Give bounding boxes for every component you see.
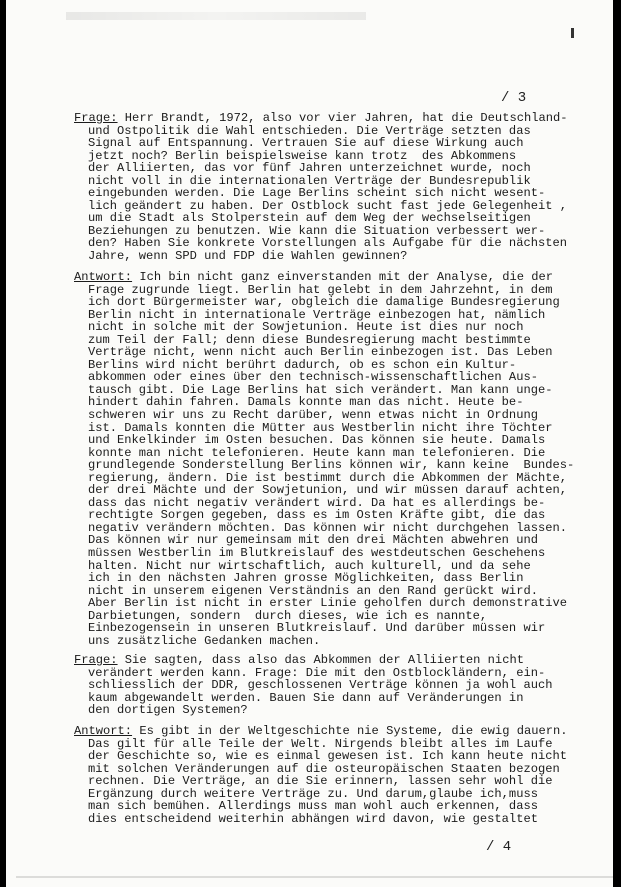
- text-line: dies entscheidend weiterhin abhängen wird davon, wie gestaltet: [88, 811, 538, 826]
- text-line: Ergänzung durch weitere Verträge zu. Und darum,glaube ich,muss: [88, 786, 538, 801]
- text-line: schweren wir uns zu Recht darüber, wenn etwas nicht in Ordnung: [88, 408, 538, 423]
- text-line: Jahre, wenn SPD und FDP die Wahlen gewinnen?: [88, 249, 408, 264]
- text-line: nicht voll in die internationalen Verträge der Bundesrepublik: [88, 173, 531, 188]
- document-page: [6, 0, 613, 887]
- text-line: Einbezogensein in unseren Blutkreislauf. Und darüber müssen wir: [88, 621, 546, 636]
- page-number-bottom: / 4: [486, 839, 512, 855]
- text-line: Das gilt für alle Teile der Welt. Nirgends bleibt alles im Laufe: [88, 736, 553, 751]
- text-line: eingebunden werden. Die Lage Berlins scheint sich nicht wesent-: [88, 186, 546, 201]
- text-line: jetzt noch? Berlin beispielsweise kann trotz des Abkommens: [88, 148, 517, 163]
- text-line: lich geändert zu haben. Der Ostblock sucht fast jede Gelegenheit ,: [88, 198, 567, 213]
- text-line: grundlegende Sonderstellung Berlins können wir, kann keine Bundes-: [88, 458, 575, 473]
- section-first-line: [74, 112, 584, 125]
- text-line: hindert dahin fahren. Damals konnte man das nicht. Heute be-: [88, 395, 524, 410]
- text-line: man sich bemühen. Allerdings muss man wohl auch erkennen, dass: [88, 799, 538, 814]
- antwort-label: Antwort:: [74, 724, 133, 738]
- section-frage-2: [74, 654, 584, 717]
- page-number-top: / 3: [501, 90, 527, 106]
- section-frage-1: [74, 112, 584, 263]
- text-line: Verträge nicht, wenn nicht auch Berlin einbezogen ist. Das Leben: [88, 345, 553, 360]
- text-line: verändert werden kann. Frage: Die mit den Ostblockländern, ein-: [88, 665, 546, 680]
- text-line: und Enkelkinder im Osten besuchen. Das können sie heute. Damals: [88, 433, 546, 448]
- text-line: nicht in unserem eigenen Verständnis an den Rand gerückt wird.: [88, 583, 538, 598]
- frage-label: Frage:: [74, 111, 118, 125]
- text-line: Sie sagten, dass also das Abkommen der Alliierten nicht: [117, 653, 524, 667]
- antwort-label: Antwort:: [74, 270, 133, 284]
- section-first-line: [74, 654, 584, 667]
- text-line: konnte man nicht telefonieren. Heute kann man telefonieren. Die: [88, 445, 546, 460]
- text-line: Frage zugrunde liegt. Berlin hat gelebt in dem Jahrzehnt, in dem: [88, 282, 553, 297]
- text-line: den dortigen Systemen?: [88, 703, 248, 718]
- scan-edge-noise: [16, 876, 613, 878]
- section-first-line: [74, 725, 584, 738]
- text-line: der Geschichte so, wie es einmal gewesen ist. Ich kann heute nicht: [88, 749, 567, 764]
- corner-mark: [571, 28, 574, 38]
- text-line: Herr Brandt, 1972, also vor vier Jahren, hat die Deutschland-: [117, 111, 568, 125]
- text-line: schliesslich der DDR, geschlossenen Verträge können ja wohl auch: [88, 678, 553, 693]
- text-line: zum Teil der Fall; denn diese Bundesregierung macht bestimmte: [88, 332, 531, 347]
- text-line: müssen Westberlin im Blutkreislauf des westdeutschen Geschehens: [88, 546, 546, 561]
- section-first-line: [74, 271, 584, 284]
- text-line: uns zusätzliche Gedanken machen.: [88, 633, 321, 648]
- section-antwort-1: [74, 271, 584, 647]
- text-line: den? Haben Sie konkrete Vorstellungen als Aufgabe für die nächsten: [88, 236, 567, 251]
- text-line: tausch gibt. Die Lage Berlins hat sich verändert. Man kann unge-: [88, 382, 553, 397]
- text-line: halten. Nicht nur wirtschaftlich, auch kulturell, und da sehe: [88, 558, 531, 573]
- text-line: Aber Berlin ist nicht in erster Linie geholfen durch demonstrative: [88, 596, 567, 611]
- text-line: mit solchen Veränderungen auf die osteuropäischen Staaten bezogen: [88, 761, 560, 776]
- text-line: Darbietungen, sondern durch dieses, wie ich es nannte,: [88, 608, 488, 623]
- text-line: kaum abgewandelt werden. Bauen Sie dann auf Veränderungen in: [88, 690, 524, 705]
- text-line: negativ verändern möchten. Das können wir nicht durchgehen lassen.: [88, 520, 567, 535]
- text-line: Es gibt in der Weltgeschichte nie Systeme, die ewig dauern.: [132, 724, 568, 738]
- text-line: und Ostpolitik die Wahl entschieden. Die Verträge setzten das: [88, 123, 531, 138]
- section-antwort-2: [74, 725, 584, 825]
- text-line: dass das nicht negativ verändert wird. Da hat es allerdings be-: [88, 495, 546, 510]
- text-line: ich dort Bürgermeister war, obgleich die damalige Bundesregierung: [88, 295, 560, 310]
- text-line: Das können wir nur gemeinsam mit den drei Mächten abwehren und: [88, 533, 538, 548]
- text-line: Berlin nicht in internationale Verträge einbezogen hat, nämlich: [88, 307, 546, 322]
- text-line: rechtigte Sorgen gegeben, dass es im Osten Kräfte gibt, die das: [88, 508, 546, 523]
- scan-smudge: [66, 12, 366, 20]
- text-line: nicht in solche mit der Sowjetunion. Heute ist dies nur noch: [88, 320, 524, 335]
- text-line: um die Stadt als Stolperstein auf dem Weg der wechselseitigen: [88, 211, 531, 226]
- text-line: Berlins wird nicht berührt dadurch, ob es schon ein Kultur-: [88, 357, 517, 372]
- text-line: ich in den nächsten Jahren grosse Möglichkeiten, dass Berlin: [88, 571, 524, 586]
- text-line: Signal auf Entspannung. Vertrauen Sie auf diese Wirkung auch: [88, 136, 524, 151]
- text-line: rechnen. Die Verträge, an die Sie erinnern, lassen sehr wohl die: [88, 774, 553, 789]
- text-line: abkommen oder eines über den technisch-wissenschaftlichen Aus-: [88, 370, 538, 385]
- text-line: der drei Mächte und der Sowjetunion, und wir müssen darauf achten,: [88, 483, 567, 498]
- text-line: Ich bin nicht ganz einverstanden mit der Analyse, die der: [132, 270, 553, 284]
- text-line: Beziehungen zu benutzen. Wie kann die Situation verbessert wer-: [88, 223, 546, 238]
- text-line: ist. Damals konnten die Mütter aus Westberlin nicht ihre Töchter: [88, 420, 553, 435]
- text-line: der Alliierten, das vor fünf Jahren unterzeichnet wurde, noch: [88, 161, 531, 176]
- text-line: regierung, ändern. Die ist bestimmt durch die Abkommen der Mächte,: [88, 470, 567, 485]
- frage-label: Frage:: [74, 653, 118, 667]
